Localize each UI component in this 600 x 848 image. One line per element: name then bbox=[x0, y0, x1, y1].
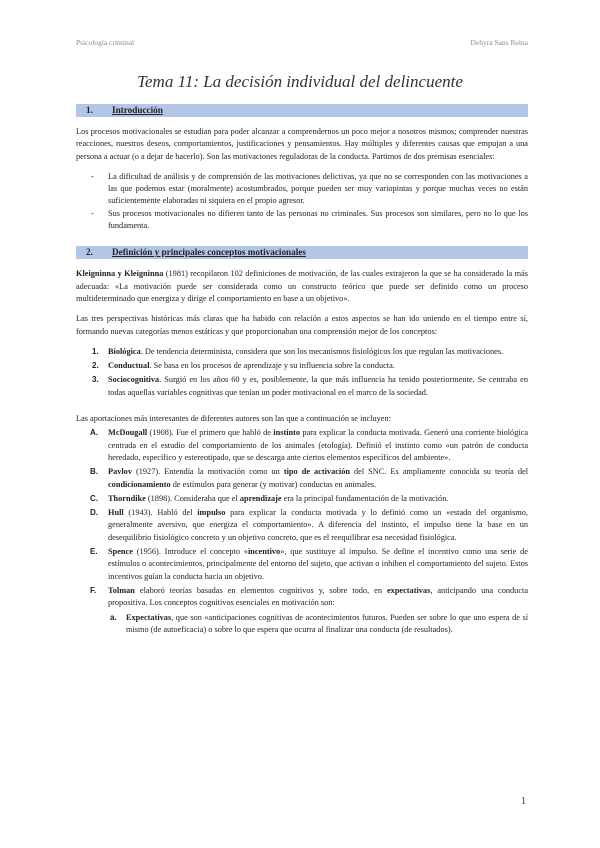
list-item: F. Tolman elaboró teorías basadas en elementos cognitivos y, sobre todo, en expectativas, anticipando una conducta propositiva. Los conceptos cognitivos esenciales en motivación son: a. Expectativas, que son «anticipaciones cognitivas de acontecimientos futuros. Pueden ser sobre lo que uno espera de sí mismo (de autoeficacia) o sobre lo que espera que ocurra al finalizar una conducta (de resultados). bbox=[76, 585, 528, 636]
perspectives-list bbox=[76, 346, 528, 399]
authors-list bbox=[76, 427, 528, 636]
list-item: D. Hull (1943). Habló del impulso para explicar la conducta motivada y lo definió como un «estado del organismo, generalmente aversivo, que energiza el comportamiento». A diferencia del instinto, el impulso tiene la base en un desequilibrio fisiológico concreto y un objetivo concreto, que es el reequilibrar esa necesidad fisiológica. bbox=[90, 508, 528, 542]
section-heading-introduction bbox=[76, 104, 528, 117]
running-header bbox=[76, 38, 528, 47]
list-item: a. Expectativas, que son «anticipaciones cognitivas de acontecimientos futuros. Pueden ser sobre lo que uno espera de sí mismo (de autoeficacia) o sobre lo que espera que ocurra al finalizar una conducta (de resultados). bbox=[110, 612, 528, 634]
list-item: 1. Biológica. De tendencia determinista, considera que son los mecanismos fisiológicos los que regulan las motivaciones. bbox=[92, 346, 504, 356]
section-number: 2. bbox=[86, 247, 93, 258]
list-item: B. Pavlov (1927). Entendía la motivación como un tipo de activación del SNC. Es ampliamente conocida su teoría del condicionamiento de estímulos para generar (y motivar) conductas en animales. bbox=[90, 467, 529, 489]
section-title: Definición y principales conceptos motivacionales bbox=[112, 247, 306, 258]
authors-name: Kleigninna y Kleigninna bbox=[76, 269, 164, 279]
contributions-paragraph: Las aportaciones más interesantes de diferentes autores son las que a continuación se incluyen: bbox=[76, 414, 391, 424]
perspectives-paragraph: Las tres perspectivas históricas más claras que ha habido con relación a estos aspectos se han ido uniendo en el tiempo entre sí, formando nuevas categorías menos estáticas y que proporcionaban una comprensión mejor de los conceptos: bbox=[76, 314, 528, 336]
header-course: Psicología criminal bbox=[76, 38, 135, 47]
tolman-sublist bbox=[108, 612, 528, 637]
section-number: 1. bbox=[86, 105, 93, 115]
premises-list bbox=[76, 171, 528, 232]
header-author: Dehyra Sans Reina bbox=[470, 38, 528, 47]
list-item: 2. Conductual. Se basa en los procesos de aprendizaje y su influencia sobre la conducta. bbox=[92, 361, 395, 371]
section-title: Introducción bbox=[112, 105, 163, 115]
list-item: E. Spence (1956). Introduce el concepto «incentivo», que sustituye al impulso. Se define el incentivo como una serie de estímulos o acontecimientos, principalmente del entorno del sujeto, que activan o inhiben el comportamiento del sujeto. Estos incentivos guían la conducta hacia un objetivo. bbox=[90, 547, 528, 581]
list-item: A. McDougall (1908). Fue el primero que habló de instinto para explicar la conducta motivada. Generó una corriente biológica centrada en el estudio del comportamiento de los animales (etología). Definió el instinto como «un patrón de conducta heredado, específico y estereotipado, que se descarga ante ciertos elementos específicos del ambiente». bbox=[90, 428, 529, 462]
section-heading-definition bbox=[76, 246, 528, 259]
list-item: - La dificultad de análisis y de comprensión de las motivaciones delictivas, ya que no se corresponden con las motivaciones a las que podemos estar (moralmente) acostumbrados, porque pueden ser muy variopintas y porque muchas veces no están suficientemente elaboradas ni siquiera en el propio agresor. bbox=[91, 171, 528, 206]
definition-paragraph: Kleigninna y Kleigninna (1981) recopilaron 102 definiciones de motivación, de las cuales extrajeron la que se ha considerado la más adecuada: «La motivación puede ser considerada como un constructo teórico que puede ser definido como un proceso multideterminado que energiza y dirige el comportamiento en base a un objetivo». bbox=[76, 269, 528, 303]
page-number: 1 bbox=[521, 796, 526, 807]
intro-paragraph: Los procesos motivacionales se estudian para poder alcanzar a comprendernos un poco mejor a nosotros mismos; comprender nuestras reacciones, nuestros deseos, comportamientos, justificaciones y pensamientos. Hay múltiples y diferentes causas que empujan a una persona a actuar (o a dejar de hacerlo). Son las motivaciones reguladoras de la conducta. Partimos de dos premisas esenciales: bbox=[76, 127, 528, 161]
list-item: - Sus procesos motivacionales no difieren tanto de las personas no criminales. Sus procesos son similares, pero no lo que los fundamenta. bbox=[91, 208, 528, 231]
page-title: Tema 11: La decisión individual del delincuente bbox=[137, 72, 463, 91]
document-body bbox=[76, 104, 528, 644]
list-item: C. Thorndike (1898). Consideraba que el aprendizaje era la principal fundamentación de la motivación. bbox=[90, 493, 449, 503]
list-item: 3. Sociocognitiva. Surgió en los años 60 y es, posiblemente, la que más influencia ha tenido posteriormente. Se centraba en todas aquellas variables cognitivas que tenían un poder motivacional en el marco de la sociedad. bbox=[92, 375, 528, 397]
